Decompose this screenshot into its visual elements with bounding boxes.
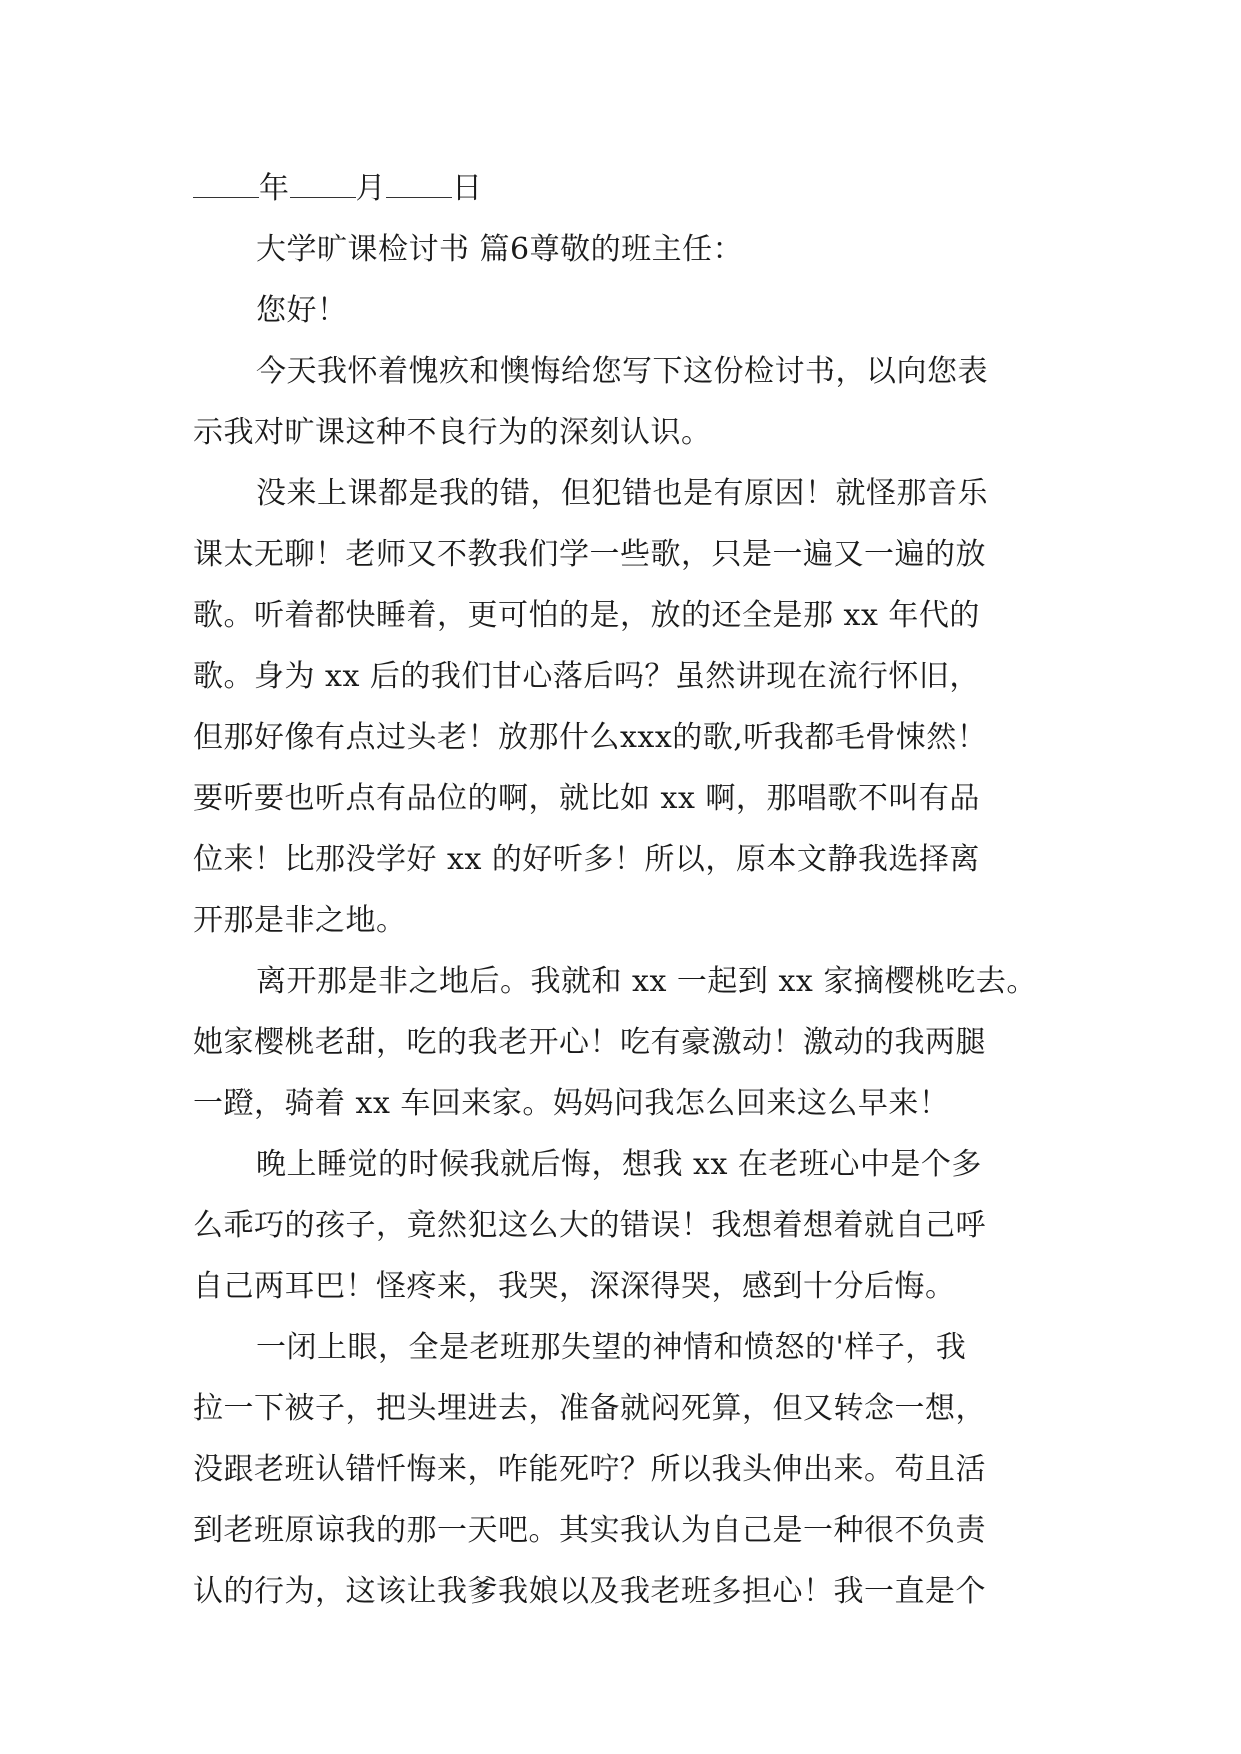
text-line: 歌。听着都快睡着，更可怕的是，放的还全是那 xx 年代的: [193, 598, 980, 633]
text-line: 自己两耳巴！怪疼来，我哭，深深得哭，感到十分后悔。: [193, 1269, 956, 1304]
text-line: 么乖巧的孩子，竟然犯这么大的错误！我想着想着就自己呼: [193, 1208, 986, 1243]
text-line: 位来！比那没学好 xx 的好听多！所以，原本文静我选择离: [193, 842, 980, 877]
text-line: 示我对旷课这种不良行为的深刻认识。: [193, 415, 712, 450]
day-label: 日: [452, 171, 483, 206]
greeting: 您好！: [256, 293, 348, 328]
month-blank: [290, 171, 356, 198]
text-line: 歌。身为 xx 后的我们甘心落后吗？虽然讲现在流行怀旧，: [193, 659, 980, 694]
text-line: 认的行为，这该让我爹我娘以及我老班多担心！我一直是个: [193, 1574, 986, 1609]
text-line: 课太无聊！老师又不教我们学一些歌，只是一遍又一遍的放: [193, 537, 986, 572]
year-label: 年: [259, 171, 290, 206]
text-line: 离开那是非之地后。我就和 xx 一起到 xx 家摘樱桃吃去。: [256, 964, 1037, 999]
text-line: 一蹬，骑着 xx 车回来家。妈妈问我怎么回来这么早来！: [193, 1086, 950, 1121]
date-line: [193, 158, 1053, 219]
text-line: 晚上睡觉的时候我就后悔，想我 xx 在老班心中是个多: [256, 1147, 982, 1182]
document-body: [193, 158, 1053, 1622]
text-line: 她家樱桃老甜，吃的我老开心！吃有豪激动！激动的我两腿: [193, 1025, 986, 1060]
text-line: 今天我怀着愧疚和懊悔给您写下这份检讨书，以向您表: [256, 354, 988, 389]
document-title: 大学旷课检讨书 篇6尊敬的班主任：: [256, 232, 744, 267]
text-line: 但那好像有点过头老！放那什么xxx的歌,听我都毛骨悚然！: [193, 720, 988, 755]
text-line: 一闭上眼，全是老班那失望的神情和愤怒的'样子，我: [256, 1330, 967, 1365]
text-line: 没来上课都是我的错，但犯错也是有原因！就怪那音乐: [256, 476, 988, 511]
body-text: [193, 341, 1053, 1622]
text-line: 没跟老班认错忏悔来，咋能死咛？所以我头伸出来。苟且活: [193, 1452, 986, 1487]
text-line: 到老班原谅我的那一天吧。其实我认为自己是一种很不负责: [193, 1513, 986, 1548]
text-line: 要听要也听点有品位的啊，就比如 xx 啊，那唱歌不叫有品: [193, 781, 980, 816]
year-blank: [193, 171, 259, 198]
text-line: 拉一下被子，把头埋进去，准备就闷死算，但又转念一想，: [193, 1391, 986, 1426]
day-blank: [386, 171, 452, 198]
month-label: 月: [355, 171, 386, 206]
text-line: 开那是非之地。: [193, 903, 407, 938]
